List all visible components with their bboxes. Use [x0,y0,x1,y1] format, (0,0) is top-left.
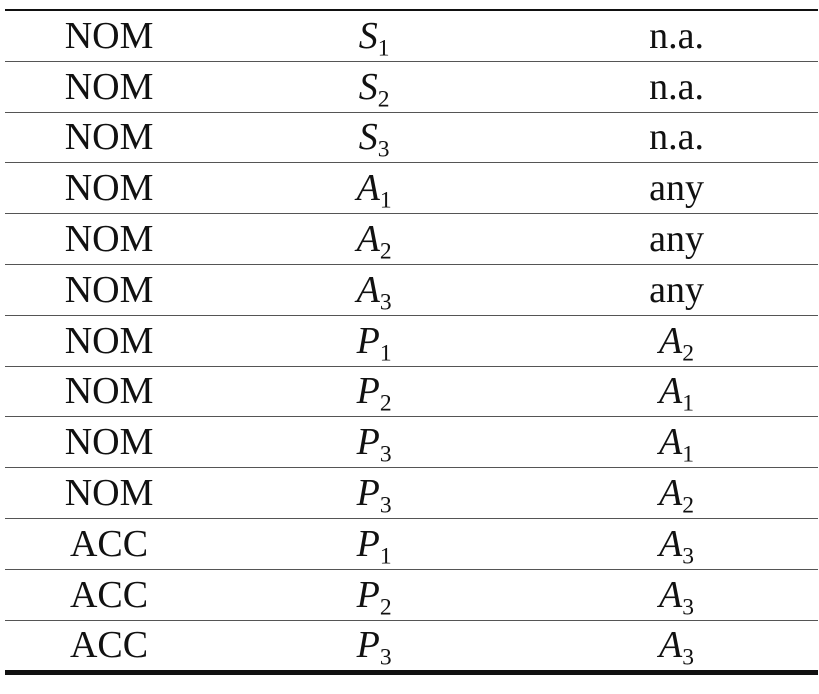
table-body [5,11,818,673]
symbol-base: P [356,624,380,667]
symbol-base: A [659,624,683,667]
case-cell: NOM [5,11,213,61]
math-symbol [659,370,695,417]
argument-cell [213,518,535,569]
math-symbol [356,573,392,621]
case-table [5,9,818,675]
case-cell: NOM [5,112,213,163]
controller-cell [535,518,818,569]
symbol-base: P [356,319,380,362]
argument-cell [213,112,535,163]
symbol-subscript: 3 [377,137,390,164]
symbol-subscript: 3 [682,543,695,570]
symbol-subscript: 3 [379,644,392,671]
math-symbol [356,218,392,265]
symbol-base: P [356,573,380,616]
argument-cell [213,315,535,366]
argument-cell [213,569,535,620]
symbol-subscript: 1 [682,391,695,417]
symbol-subscript: 1 [682,441,695,468]
math-symbol [358,65,390,113]
math-symbol [356,167,392,214]
symbol-subscript: 2 [682,492,695,519]
case-cell: NOM [5,264,213,315]
symbol-subscript: 2 [682,340,695,367]
math-symbol [356,268,392,316]
case-cell: ACC [5,620,213,673]
math-symbol [356,319,392,367]
symbol-base: A [659,421,683,464]
symbol-subscript: 3 [379,441,392,468]
table-row [5,518,818,569]
case-cell: NOM [5,163,213,214]
case-cell: NOM [5,61,213,112]
table-row [5,417,818,468]
symbol-base: S [358,65,378,108]
controller-cell [535,214,818,265]
symbol-subscript: 3 [379,289,392,316]
math-symbol [358,14,390,62]
table-row [5,569,818,620]
argument-cell [213,264,535,315]
controller-cell [535,620,818,673]
data-table-container [5,9,818,675]
symbol-base: P [356,370,380,413]
table-row [5,112,818,163]
symbol-base: A [356,167,380,210]
cell-text: n.a. [649,116,704,159]
symbol-subscript: 3 [682,644,695,671]
controller-cell [535,11,818,61]
math-symbol [356,421,392,468]
controller-cell [535,112,818,163]
table-row [5,214,818,265]
controller-cell [535,417,818,468]
symbol-subscript: 1 [379,340,392,367]
cell-text: any [649,167,704,210]
math-symbol [358,116,390,164]
symbol-subscript: 2 [379,391,392,417]
symbol-base: A [659,370,683,413]
table-row [5,620,818,673]
controller-cell [535,61,818,112]
table-row [5,315,818,366]
controller-cell [535,468,818,519]
symbol-base: P [356,522,380,565]
symbol-base: A [659,319,683,362]
table-row [5,163,818,214]
symbol-subscript: 3 [682,594,695,621]
cell-text: any [649,218,704,261]
argument-cell [213,163,535,214]
math-symbol [356,624,392,671]
math-symbol [659,319,695,367]
symbol-base: P [356,472,380,515]
argument-cell [213,11,535,61]
table-row [5,61,818,112]
controller-cell [535,366,818,417]
controller-cell [535,315,818,366]
symbol-subscript: 1 [379,543,392,570]
controller-cell [535,264,818,315]
symbol-base: A [659,472,683,515]
symbol-subscript: 3 [379,492,392,519]
symbol-base: S [358,14,378,57]
symbol-base: A [659,573,683,616]
case-cell: ACC [5,518,213,569]
symbol-base: A [659,522,683,565]
argument-cell [213,468,535,519]
table-row [5,366,818,417]
cell-text: any [649,268,704,311]
math-symbol [659,522,695,570]
argument-cell [213,214,535,265]
table-row [5,11,818,61]
symbol-base: A [356,218,380,261]
case-cell: NOM [5,366,213,417]
case-cell: ACC [5,569,213,620]
symbol-base: A [356,268,380,311]
math-symbol [659,472,695,519]
argument-cell [213,366,535,417]
case-cell: NOM [5,214,213,265]
table-row [5,468,818,519]
math-symbol [356,522,392,570]
controller-cell [535,163,818,214]
math-symbol [659,624,695,671]
case-cell: NOM [5,468,213,519]
symbol-base: S [358,116,378,159]
math-symbol [659,421,695,468]
case-cell: NOM [5,315,213,366]
math-symbol [356,472,392,519]
symbol-subscript: 2 [379,238,392,265]
argument-cell [213,61,535,112]
cell-text: n.a. [649,14,704,57]
argument-cell [213,417,535,468]
argument-cell [213,620,535,673]
symbol-subscript: 2 [377,86,390,113]
symbol-subscript: 2 [379,594,392,621]
math-symbol [659,573,695,621]
controller-cell [535,569,818,620]
table-row [5,264,818,315]
math-symbol [356,370,392,417]
symbol-subscript: 1 [377,35,390,62]
symbol-base: P [356,421,380,464]
cell-text: n.a. [649,65,704,108]
symbol-subscript: 1 [379,187,392,214]
case-cell: NOM [5,417,213,468]
